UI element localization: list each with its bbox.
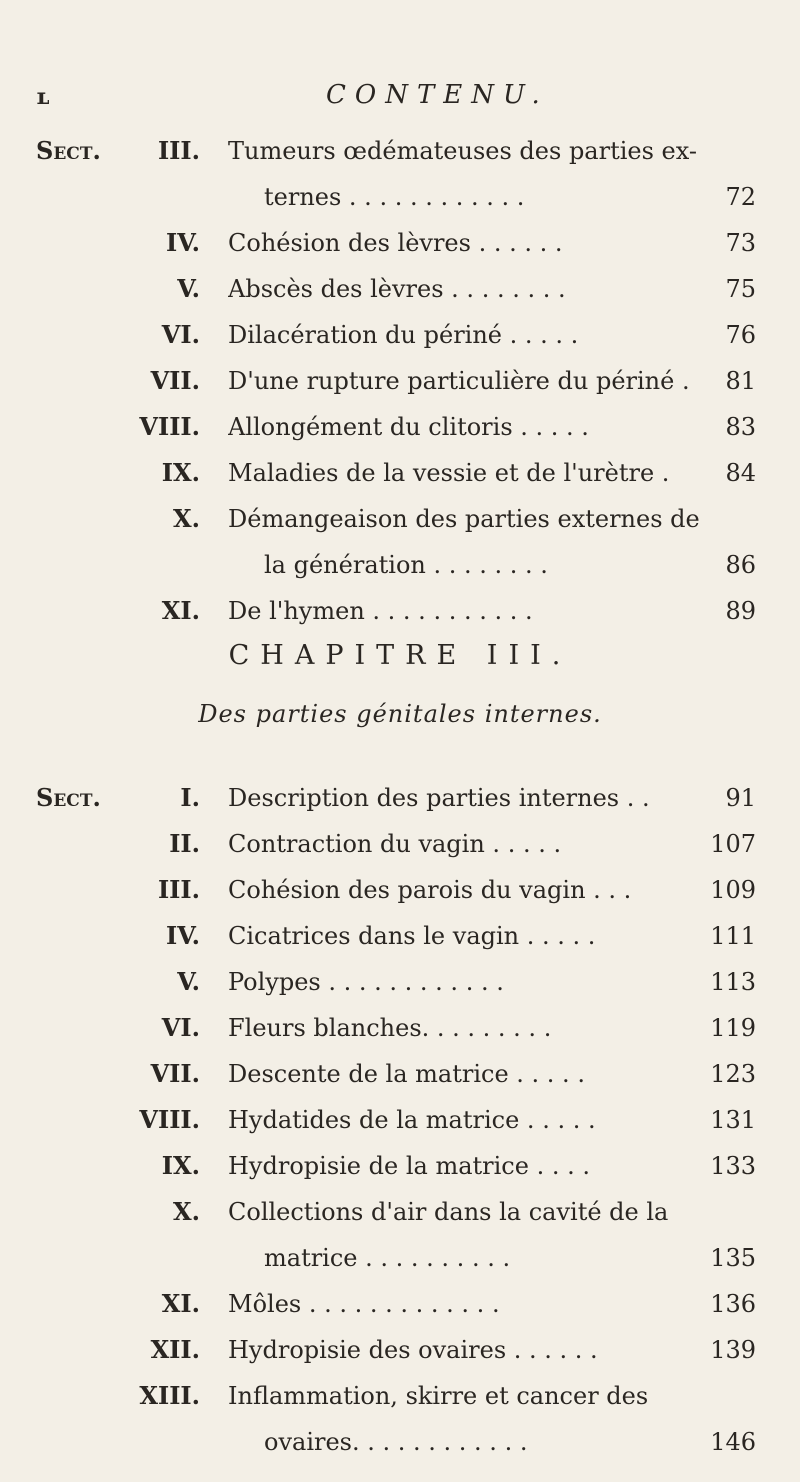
toc-entry bbox=[36, 128, 756, 174]
toc-entry-continuation bbox=[36, 174, 756, 220]
entry-title: De l'hymen . . . . . . . . . . . bbox=[228, 597, 533, 625]
section-number: IX. bbox=[161, 1151, 200, 1180]
section-number: VI. bbox=[161, 1013, 200, 1042]
toc-part-1 bbox=[36, 128, 756, 634]
entry-title: Allongément du clitoris . . . . . bbox=[228, 413, 589, 441]
section-number: VII. bbox=[150, 1059, 200, 1088]
entry-title: Dilacération du périné . . . . . bbox=[228, 321, 579, 349]
entry-title: Môles . . . . . . . . . . . . . bbox=[228, 1290, 500, 1318]
entry-title: Cicatrices dans le vagin . . . . . bbox=[228, 922, 596, 950]
entry-title: ovaires. . . . . . . . . . . . bbox=[264, 1428, 528, 1456]
toc-entry bbox=[36, 959, 756, 1005]
entry-page-number: 123 bbox=[710, 1060, 756, 1088]
section-number: IV. bbox=[165, 228, 200, 257]
toc-entry bbox=[36, 1281, 756, 1327]
entry-title: matrice . . . . . . . . . . bbox=[264, 1244, 511, 1272]
section-number: II. bbox=[169, 829, 200, 858]
entry-title: Fleurs blanches. . . . . . . . . bbox=[228, 1014, 552, 1042]
entry-page-number: 111 bbox=[710, 922, 756, 950]
toc-entry bbox=[36, 821, 756, 867]
section-number: VII. bbox=[150, 366, 200, 395]
entry-page-number: 84 bbox=[725, 459, 756, 487]
entry-title: Démangeaison des parties externes de bbox=[228, 505, 700, 533]
section-label: Sect. bbox=[36, 136, 101, 165]
section-number: IV. bbox=[165, 921, 200, 950]
toc-entry bbox=[36, 404, 756, 450]
entry-page-number: 73 bbox=[725, 229, 756, 257]
toc-entry bbox=[36, 266, 756, 312]
entry-page-number: 131 bbox=[710, 1106, 756, 1134]
toc-entry bbox=[36, 1327, 756, 1373]
entry-page-number: 75 bbox=[725, 275, 756, 303]
section-number: III. bbox=[157, 136, 200, 165]
entry-page-number: 89 bbox=[725, 597, 756, 625]
entry-page-number: 86 bbox=[725, 551, 756, 579]
toc-entry bbox=[36, 358, 756, 404]
entry-page-number: 107 bbox=[710, 830, 756, 858]
entry-title: Cohésion des parois du vagin . . . bbox=[228, 876, 632, 904]
entry-title: Collections d'air dans la cavité de la bbox=[228, 1198, 669, 1226]
section-number: V. bbox=[177, 274, 200, 303]
entry-title: Polypes . . . . . . . . . . . . bbox=[228, 968, 504, 996]
section-number: VIII. bbox=[139, 412, 200, 441]
toc-entry bbox=[36, 1097, 756, 1143]
section-number: XI. bbox=[161, 1289, 200, 1318]
toc-entry bbox=[36, 312, 756, 358]
entry-page-number: 136 bbox=[710, 1290, 756, 1318]
entry-title: ternes . . . . . . . . . . . . bbox=[264, 183, 525, 211]
section-number: VIII. bbox=[139, 1105, 200, 1134]
entry-title: Contraction du vagin . . . . . bbox=[228, 830, 562, 858]
section-number: V. bbox=[177, 967, 200, 996]
section-number: VI. bbox=[161, 320, 200, 349]
entry-title: Hydatides de la matrice . . . . . bbox=[228, 1106, 596, 1134]
entry-page-number: 146 bbox=[710, 1428, 756, 1456]
toc-entry bbox=[36, 913, 756, 959]
entry-page-number: 76 bbox=[725, 321, 756, 349]
entry-page-number: 139 bbox=[710, 1336, 756, 1364]
toc-entry bbox=[36, 1373, 756, 1419]
section-number: XII. bbox=[150, 1335, 200, 1364]
section-number: X. bbox=[173, 1197, 200, 1226]
entry-title: D'une rupture particulière du périné . bbox=[228, 367, 690, 395]
section-number: III. bbox=[157, 875, 200, 904]
toc-entry bbox=[36, 867, 756, 913]
toc-entry-continuation bbox=[36, 542, 756, 588]
entry-page-number: 119 bbox=[710, 1014, 756, 1042]
toc-entry bbox=[36, 1143, 756, 1189]
toc-part-2 bbox=[36, 775, 756, 1465]
toc-entry-continuation bbox=[36, 1235, 756, 1281]
entry-title: Descente de la matrice . . . . . bbox=[228, 1060, 585, 1088]
toc-entry bbox=[36, 1051, 756, 1097]
page-number: ʟ bbox=[36, 84, 50, 110]
entry-title: Hydropisie de la matrice . . . . bbox=[228, 1152, 590, 1180]
entry-title: Description des parties internes . . bbox=[228, 784, 650, 812]
entry-title: Inflammation, skirre et cancer des bbox=[228, 1382, 649, 1410]
section-number: X. bbox=[173, 504, 200, 533]
toc-entry-continuation bbox=[36, 1419, 756, 1465]
entry-title: Abscès des lèvres . . . . . . . . bbox=[228, 275, 566, 303]
section-number: IX. bbox=[161, 458, 200, 487]
toc-entry bbox=[36, 450, 756, 496]
toc-entry bbox=[36, 1005, 756, 1051]
entry-page-number: 133 bbox=[710, 1152, 756, 1180]
entry-title: la génération . . . . . . . . bbox=[264, 551, 548, 579]
entry-page-number: 109 bbox=[710, 876, 756, 904]
entry-page-number: 91 bbox=[725, 784, 756, 812]
entry-page-number: 113 bbox=[710, 968, 756, 996]
entry-page-number: 81 bbox=[725, 367, 756, 395]
entry-title: Tumeurs œdémateuses des parties ex- bbox=[228, 137, 697, 165]
entry-page-number: 72 bbox=[725, 183, 756, 211]
entry-page-number: 83 bbox=[725, 413, 756, 441]
toc-entry bbox=[36, 775, 756, 821]
chapter-subtitle: Des parties génitales internes. bbox=[198, 700, 602, 728]
entry-title: Hydropisie des ovaires . . . . . . bbox=[228, 1336, 598, 1364]
running-title: CONTENU. bbox=[326, 80, 549, 110]
section-number: XIII. bbox=[139, 1381, 200, 1410]
toc-entry bbox=[36, 220, 756, 266]
running-head bbox=[36, 80, 736, 120]
toc-entry bbox=[36, 588, 756, 634]
toc-entry bbox=[36, 496, 756, 542]
section-label: Sect. bbox=[36, 783, 101, 812]
entry-title: Maladies de la vessie et de l'urètre . bbox=[228, 459, 670, 487]
toc-entry bbox=[36, 1189, 756, 1235]
section-number: I. bbox=[180, 783, 200, 812]
section-number: XI. bbox=[161, 596, 200, 625]
chapter-heading: CHAPITRE III. bbox=[228, 640, 572, 671]
entry-title: Cohésion des lèvres . . . . . . bbox=[228, 229, 563, 257]
entry-page-number: 135 bbox=[710, 1244, 756, 1272]
